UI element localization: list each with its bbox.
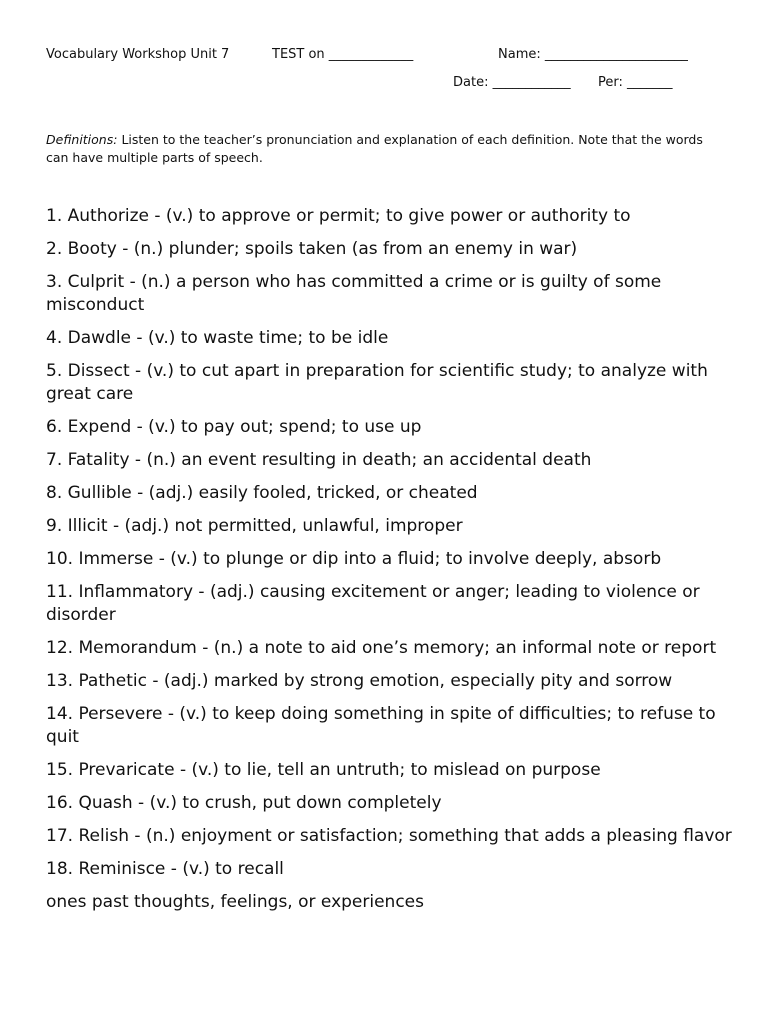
definition-item: 1. Authorize - (v.) to approve or permit; to give power or authority to	[46, 206, 631, 226]
definition-item: 13. Pathetic - (adj.) marked by strong emotion, especially pity and sorrow	[46, 671, 673, 691]
definition-item: 11. Inflammatory - (adj.) causing excitement or anger; leading to violence or disorder	[46, 582, 700, 625]
date-field: Date: ____________	[453, 75, 571, 90]
definition-item: 12. Memorandum - (n.) a note to aid one’s memory; an informal note or report	[46, 638, 717, 658]
definition-item: 5. Dissect - (v.) to cut apart in preparation for scientific study; to analyze with great care	[46, 361, 708, 404]
definition-item: 4. Dawdle - (v.) to waste time; to be idle	[46, 328, 389, 348]
definition-item: 7. Fatality - (n.) an event resulting in death; an accidental death	[46, 450, 592, 470]
definition-item: 9. Illicit - (adj.) not permitted, unlawful, improper	[46, 516, 463, 536]
definition-continuation: ones past thoughts, feelings, or experiences	[46, 892, 424, 912]
definition-item: 17. Relish - (n.) enjoyment or satisfaction; something that adds a pleasing flavor	[46, 826, 732, 846]
period-field: Per: _______	[598, 75, 673, 90]
definition-item: 14. Persevere - (v.) to keep doing something in spite of difficulties; to refuse to quit	[46, 704, 716, 747]
definition-item: 16. Quash - (v.) to crush, put down completely	[46, 793, 442, 813]
definition-item: 6. Expend - (v.) to pay out; spend; to use up	[46, 417, 422, 437]
definition-list	[46, 205, 736, 924]
definition-item: 18. Reminisce - (v.) to recall	[46, 859, 284, 879]
instructions-text: Listen to the teacher’s pronunciation and explanation of each definition. Note that the words can have multiple parts of speech.	[46, 132, 703, 165]
test-date-field: TEST on _____________	[272, 47, 414, 62]
instructions	[46, 131, 726, 167]
definition-item: 10. Immerse - (v.) to plunge or dip into a fluid; to involve deeply, absorb	[46, 549, 662, 569]
worksheet-title: Vocabulary Workshop Unit 7	[46, 47, 230, 62]
name-field: Name: ______________________	[498, 47, 688, 62]
definition-item: 8. Gullible - (adj.) easily fooled, tricked, or cheated	[46, 483, 478, 503]
definition-item: 15. Prevaricate - (v.) to lie, tell an untruth; to mislead on purpose	[46, 760, 601, 780]
instructions-label: Definitions:	[46, 132, 118, 147]
definition-item: 3. Culprit - (n.) a person who has committed a crime or is guilty of some misconduct	[46, 272, 662, 315]
definition-item: 2. Booty - (n.) plunder; spoils taken (as from an enemy in war)	[46, 239, 578, 259]
